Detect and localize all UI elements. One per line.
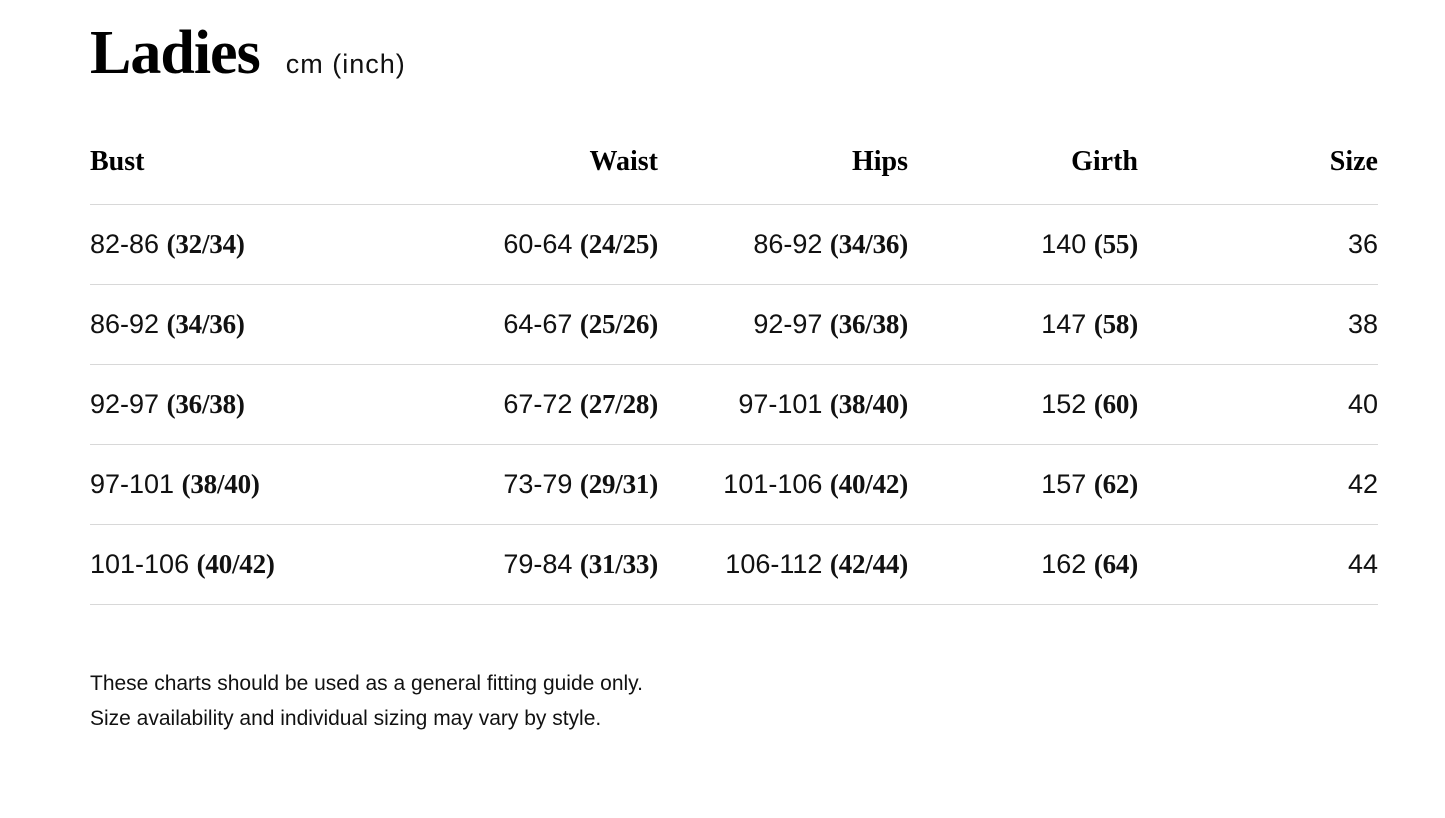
girth-inch: (60)	[1093, 389, 1138, 419]
waist-inch: (27/28)	[579, 389, 658, 419]
girth-cm: 157	[1041, 469, 1087, 499]
cell-girth	[908, 445, 1138, 525]
page-title	[68, 0, 1377, 87]
hips-cm: 97-101	[738, 389, 823, 419]
cell-bust	[90, 365, 390, 445]
waist-inch: (29/31)	[579, 469, 658, 499]
table-row	[90, 445, 1378, 525]
bust-cm: 82-86	[90, 229, 160, 259]
waist-cm: 79-84	[503, 549, 573, 579]
girth-inch: (64)	[1093, 549, 1138, 579]
cell-hips	[658, 445, 908, 525]
table-row	[90, 205, 1378, 285]
hips-cm: 86-92	[753, 229, 823, 259]
cell-hips	[658, 205, 908, 285]
bust-inch: (40/42)	[196, 549, 275, 579]
column-header-bust: Bust	[90, 146, 145, 177]
cell-size	[1138, 285, 1378, 365]
cell-hips	[658, 285, 908, 365]
waist-cm: 64-67	[503, 309, 573, 339]
bust-cm: 97-101	[90, 469, 175, 499]
footnote-line-1: These charts should be used as a general fitting guide only.	[90, 672, 643, 695]
cell-bust	[90, 205, 390, 285]
waist-cm: 60-64	[503, 229, 573, 259]
girth-inch: (55)	[1093, 229, 1138, 259]
waist-inch: (25/26)	[579, 309, 658, 339]
cell-girth	[908, 365, 1138, 445]
cell-bust	[90, 285, 390, 365]
size-value: 44	[1347, 549, 1378, 579]
bust-inch: (36/38)	[166, 389, 245, 419]
cell-girth	[908, 525, 1138, 605]
column-header-size: Size	[1329, 146, 1378, 177]
column-header-girth: Girth	[1071, 146, 1138, 177]
girth-cm: 152	[1041, 389, 1087, 419]
cell-hips	[658, 525, 908, 605]
footnote-line-2: Size availability and individual sizing may vary by style.	[90, 706, 602, 730]
footnote	[90, 667, 1377, 736]
table-body	[90, 205, 1378, 605]
size-chart-table	[90, 146, 1378, 605]
cell-girth	[908, 285, 1138, 365]
size-value: 36	[1347, 229, 1378, 259]
cell-bust	[90, 525, 390, 605]
table-row	[90, 525, 1378, 605]
girth-cm: 140	[1041, 229, 1087, 259]
column-header-hips: Hips	[851, 146, 908, 177]
size-value: 40	[1347, 389, 1378, 419]
waist-cm: 67-72	[503, 389, 573, 419]
title-unit: cm (inch)	[285, 49, 406, 79]
hips-inch: (36/38)	[829, 309, 908, 339]
cell-bust	[90, 445, 390, 525]
cell-size	[1138, 365, 1378, 445]
bust-inch: (32/34)	[166, 229, 245, 259]
girth-inch: (62)	[1093, 469, 1138, 499]
cell-waist	[390, 205, 658, 285]
hips-inch: (34/36)	[829, 229, 908, 259]
hips-inch: (38/40)	[829, 389, 908, 419]
table-row	[90, 285, 1378, 365]
hips-cm: 101-106	[723, 469, 823, 499]
bust-cm: 101-106	[90, 549, 190, 579]
girth-inch: (58)	[1093, 309, 1138, 339]
hips-cm: 92-97	[753, 309, 823, 339]
bust-inch: (34/36)	[166, 309, 245, 339]
table-header-row	[90, 146, 1378, 205]
girth-cm: 162	[1041, 549, 1087, 579]
girth-cm: 147	[1041, 309, 1087, 339]
title-main: Ladies	[90, 19, 260, 87]
cell-girth	[908, 205, 1138, 285]
cell-size	[1138, 525, 1378, 605]
table-header	[90, 146, 1378, 205]
size-value: 38	[1347, 309, 1378, 339]
table-row	[90, 365, 1378, 445]
hips-cm: 106-112	[725, 549, 823, 579]
waist-inch: (24/25)	[579, 229, 658, 259]
cell-waist	[390, 525, 658, 605]
cell-waist	[390, 285, 658, 365]
column-header-waist: Waist	[589, 146, 658, 177]
waist-inch: (31/33)	[579, 549, 658, 579]
bust-cm: 92-97	[90, 389, 160, 419]
bust-cm: 86-92	[90, 309, 160, 339]
cell-waist	[390, 365, 658, 445]
size-value: 42	[1347, 469, 1378, 499]
hips-inch: (40/42)	[829, 469, 908, 499]
cell-waist	[390, 445, 658, 525]
cell-size	[1138, 205, 1378, 285]
bust-inch: (38/40)	[181, 469, 260, 499]
cell-size	[1138, 445, 1378, 525]
hips-inch: (42/44)	[829, 549, 908, 579]
waist-cm: 73-79	[503, 469, 573, 499]
cell-hips	[658, 365, 908, 445]
